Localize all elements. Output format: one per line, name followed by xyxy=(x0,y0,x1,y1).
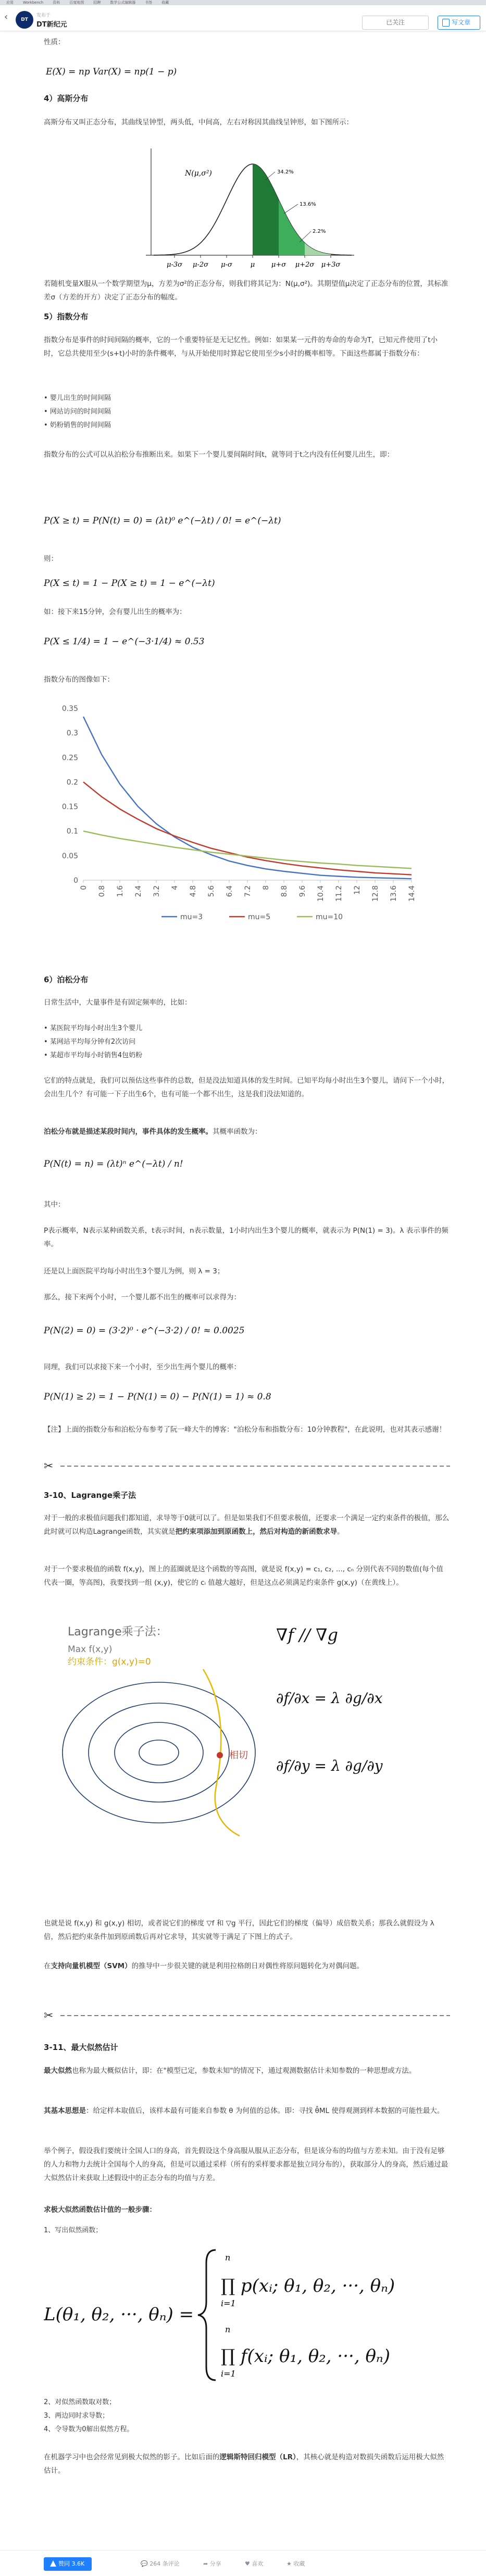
list-item: 1、写出似然函数； xyxy=(44,2227,103,2234)
bookmark-item[interactable]: 收藏 xyxy=(161,1,169,5)
list-item: • 某超市平均每小时销售4包奶粉 xyxy=(44,1052,143,1059)
legend-label: mu=3 xyxy=(180,913,203,921)
formula-poisson: P(N(t) = n) = (λt)ⁿ e^(−λt) / n! xyxy=(44,1159,183,1169)
heading-poisson: 6）泊松分布 xyxy=(44,975,89,984)
percent-label-3: 2.2% xyxy=(313,229,326,234)
gradient-parallel-eq: ∇f // ∇g xyxy=(276,1625,338,1645)
bold-text: 泊松分布就是描述某段时间内，事件具体的发生概率。 xyxy=(44,1128,213,1136)
list-item: 3、两边同时求导数； xyxy=(44,2412,109,2420)
x-tick-label: 4 xyxy=(171,885,179,890)
paragraph: 对于一个要求极值的函数 f(x,y)，图上的蓝圈就是这个函数的等高图，就是说 f(x,y) = c₁, c₂, ..., cₙ 分别代表不同的数值(每个值代表一圈，等高图)，我要找到一组 (x,y)，使它的 cᵢ 值越大越好，但是这点必须满足约束条件 g(x,y)（在黄线上）。 xyxy=(44,1565,443,1587)
partial-y-eq: ∂f/∂y = λ ∂g/∂y xyxy=(276,1757,383,1774)
x-tick-label: 1.6 xyxy=(116,885,124,897)
browser-bookmarks-bar xyxy=(0,0,486,5)
x-tick-label: 3.2 xyxy=(153,885,161,897)
x-tick-label: 4.8 xyxy=(189,885,197,897)
x-tick-label: 0 xyxy=(80,885,88,890)
list-item: • 网站访问的时间间隔 xyxy=(44,408,111,416)
formula-binomial: E(X) = np Var(X) = np(1 − p) xyxy=(46,67,177,77)
agree-button[interactable] xyxy=(44,2557,92,2571)
pencil-icon xyxy=(442,19,450,27)
y-tick-label: 0.05 xyxy=(61,852,78,860)
y-tick-label: 0.2 xyxy=(66,778,78,787)
paragraph: 泊松分布就是描述某段时间内，事件具体的发生概率。其概率函数为： xyxy=(44,1128,262,1136)
paragraph: P表示概率，N表示某种函数关系，t表示时间，n表示数量，1小时内出生3个婴儿的概率，就表示为 P(N(1) = 3)。λ 表示事件的频率。 xyxy=(44,1227,448,1248)
list-item: • 奶粉销售的时间间隔 xyxy=(44,421,111,429)
formula-poisson-2: P(N(2) = 0) = (3·2)⁰ · e^(−3·2) / 0! ≈ 0.0025 xyxy=(44,1325,245,1336)
bookmark-item[interactable]: 百度地图 xyxy=(69,1,84,5)
scissor-divider xyxy=(44,1458,450,1474)
x-tick-label: 7.2 xyxy=(244,885,252,897)
paragraph: 在机器学习中也会经常见到极大似然的影子。比如后面的逻辑斯特回归模型（LR），其核心就是构造对数损失函数后运用极大似然估计。 xyxy=(44,2453,444,2475)
x-tick-label: 6.4 xyxy=(226,885,234,897)
paragraph: 指数分布的图像如下： xyxy=(44,676,114,684)
product-upper-limit: n xyxy=(225,2324,231,2334)
share-label: 分享 xyxy=(209,2560,221,2567)
scissors-icon: ✂ xyxy=(44,1460,54,1473)
formula-exp-2: P(X ≤ t) = 1 − P(X ≥ t) = 1 − e^(−λt) xyxy=(44,578,215,589)
list-item: 4、令导数为0解出似然方程。 xyxy=(44,2425,134,2433)
x-tick-label: 5.6 xyxy=(207,885,216,897)
constraint-label: 约束条件：g(x,y)=0 xyxy=(68,1657,151,1667)
sigma-tick-label: μ+3σ xyxy=(321,261,341,269)
x-tick-label: 10.4 xyxy=(317,885,325,902)
heading-gaussian: 4）高斯分布 xyxy=(44,94,89,103)
x-tick-label: 9.6 xyxy=(298,885,307,897)
heading-lagrange: 3-10、Lagrange乘子法 xyxy=(44,1491,136,1500)
sigma-tick-label: μ-2σ xyxy=(193,261,208,269)
list-item: • 婴儿出生的时间间隔 xyxy=(44,394,111,402)
paragraph: 它们的特点就是，我们可以预估这些事件的总数，但是没法知道具体的发生时间。已知平均每小时出生3个婴儿，请问下一个小时，会出生几个？有可能一下子出生6个，也有可能一个都不出生，这是我们没法知道的。 xyxy=(44,1077,450,1098)
figure-title: Lagrange乘子法： xyxy=(68,1625,168,1639)
paragraph: 性质： xyxy=(44,38,65,46)
band-sigma-1 xyxy=(253,164,279,255)
paragraph: 其中： xyxy=(44,1201,65,1209)
sigma-tick-label: μ xyxy=(250,261,255,269)
author-avatar[interactable]: DT xyxy=(16,11,33,29)
y-tick-label: 0.25 xyxy=(61,754,78,762)
percent-label-1: 34.2% xyxy=(277,169,294,175)
legend-label: mu=5 xyxy=(248,913,271,921)
legend-label: mu=10 xyxy=(316,913,343,921)
distribution-label: N(μ,σ²) xyxy=(185,169,212,178)
bookmark-item[interactable]: 招聘 xyxy=(93,1,101,5)
author-meta: 发布于 xyxy=(36,13,51,18)
like-label: 喜欢 xyxy=(252,2560,264,2567)
y-tick-label: 0.15 xyxy=(61,803,78,811)
product-lower-limit: i=1 xyxy=(221,2298,236,2308)
formula-exp-3: P(X ≤ 1/4) = 1 − e^(−3·1/4) ≈ 0.53 xyxy=(44,636,205,647)
paragraph: 同理，我们可以求接下来一个小时，至少出生两个婴儿的概率： xyxy=(44,1363,241,1371)
x-tick-label: 8 xyxy=(262,885,270,890)
percent-label-2: 13.6% xyxy=(300,202,316,207)
contour-line xyxy=(139,1740,179,1765)
note-paragraph: 【注】上面的指数分布和泊松分布参考了阮一峰大牛的博客："泊松分布和指数分布：10分钟教程"，在此说明，也对其表示感谢！ xyxy=(44,1425,446,1434)
paragraph: 如：接下来15分钟，会有婴儿出生的概率为： xyxy=(44,608,186,616)
paragraph: 最大似然也称为最大概似估计，即：在"模型已定，参数未知"的情况下，通过观测数据估计未知参数的一种思想或方法。 xyxy=(44,2067,416,2075)
objective-label: Max f(x,y) xyxy=(68,1644,113,1655)
paragraph: 若随机变量X服从一个数学期望为μ，方差为σ²的正态分布，则我们将其记为：N(μ,σ²)。其期望值μ决定了正态分布的位置，其标准差σ（方差的开方）决定了正态分布的幅度。 xyxy=(44,280,448,302)
paragraph: 在支持向量机模型（SVM）的推导中一步很关键的就是利用拉格朗日对偶性将原问题转化为对偶问题。 xyxy=(44,1962,364,1970)
likelihood-formula xyxy=(44,2245,450,2385)
paragraph: 指数分布是事件的时间间隔的概率，它的一个重要特征是无记忆性。例如：如果某一元件的寿命的寿命为T，已知元件使用了t小时，它总共使用至少(s+t)小时的条件概率，与从开始使用时算起它使用至少s小时的概率相等。下面这些都属于指数分布： xyxy=(44,336,438,358)
contour-line xyxy=(89,1703,229,1802)
x-tick-label: 12 xyxy=(353,885,362,895)
x-tick-label: 14.4 xyxy=(408,885,416,902)
paragraph: 那么，接下来两个小时，一个婴儿都不出生的概率可以求得为： xyxy=(44,1293,241,1302)
write-article-button[interactable] xyxy=(438,16,480,30)
agree-label: 赞同 3.6K xyxy=(58,2560,85,2567)
y-tick-label: 0 xyxy=(73,877,78,885)
left-brace xyxy=(198,2250,216,2380)
paragraph: 则： xyxy=(44,555,58,563)
list-item: • 某网站平均每分钟有2次访问 xyxy=(44,1038,136,1046)
list-item: 2、对似然函数取对数； xyxy=(44,2398,116,2406)
follow-button[interactable]: 已关注 xyxy=(362,16,429,30)
action-bar xyxy=(0,2550,486,2576)
x-tick-label: 0.8 xyxy=(98,885,106,897)
back-arrow-icon[interactable]: ‹ xyxy=(4,11,8,22)
product-upper-limit: n xyxy=(225,2253,231,2262)
lagrange-multiplier-figure xyxy=(52,1615,448,1839)
paragraph: 对于一般的求极值问题我们都知道，求导等于0就可以了。但是如果我们不但要求极值，还要求一个满足一定约束条件的极值，那么此时就可以构造Lagrange函数，其实就是把约束项添加到原函数上，然后对构造的新函数求导。 xyxy=(44,1514,450,1536)
sigma-tick-label: μ+2σ xyxy=(295,261,315,269)
comments-label: 264 条评论 xyxy=(149,2560,180,2567)
y-tick-label: 0.35 xyxy=(61,705,78,713)
bookmark-item[interactable]: 书签 xyxy=(145,1,153,5)
likelihood-lhs: L(θ₁, θ₂, ···, θₙ) = xyxy=(44,2304,194,2325)
author-name[interactable]: DT新纪元 xyxy=(36,21,67,29)
paragraph: 指数分布的公式可以从泊松分布推断出来。如果下一个婴儿要间隔时间t，就等同于t之内没有任何婴儿出生，即： xyxy=(44,451,394,459)
x-tick-label: 12.8 xyxy=(371,885,380,902)
tangent-point xyxy=(217,1752,223,1758)
formula-exp-1: P(X ≥ t) = P(N(t) = 0) = (λt)⁰ e^(−λt) / 0! = e^(−λt) xyxy=(44,516,281,526)
sigma-tick-label: μ-3σ xyxy=(167,261,182,269)
scissors-icon: ✂ xyxy=(44,2009,54,2022)
gaussian-distribution-figure xyxy=(141,143,359,273)
scissor-divider xyxy=(44,2008,450,2023)
exponential-distribution-chart xyxy=(52,698,417,927)
x-tick-label: 2.4 xyxy=(134,885,143,897)
product-lower-limit: i=1 xyxy=(221,2369,236,2379)
series-line-mu10 xyxy=(83,831,412,869)
paragraph: 也就是说 f(x,y) 和 g(x,y) 相切，或者说它们的梯度 ▽f 和 ▽g 平行，因此它们的梯度（偏导）成倍数关系；那我么就假设为 λ 倍，然后把约束条件加到原函数后再对它求导，其实就等于满足了下图上的式子。 xyxy=(44,1919,434,1941)
heading-exponential: 5）指数分布 xyxy=(44,312,89,321)
article-header xyxy=(0,5,486,31)
sigma-tick-label: μ+σ xyxy=(271,261,286,269)
bookmark-item[interactable]: 数学公式编辑器 xyxy=(110,1,136,5)
likelihood-continuous: ∏ f(xᵢ; θ₁, θ₂, ···, θₙ) xyxy=(221,2346,390,2367)
bookmark-item[interactable]: 资料 xyxy=(53,1,60,5)
list-item: • 某医院平均每小时出生3个婴儿 xyxy=(44,1024,143,1032)
bookmark-item[interactable]: 应用 xyxy=(6,1,14,5)
comments-button[interactable]: 💬 264 条评论 xyxy=(141,2560,180,2567)
upvote-icon xyxy=(50,2560,56,2567)
series-line-mu3 xyxy=(83,717,412,879)
tangent-label: 相切 xyxy=(229,1750,248,1761)
write-article-label: 写文章 xyxy=(452,19,471,26)
paragraph: 其基本思想是：给定样本取值后，该样本最有可能来自参数 θ 为何值的总体。即：寻找 θ̂ML 使得观测到样本数据的可能性最大。 xyxy=(44,2107,444,2115)
paragraph: 求极大似然函数估计值的一般步骤： xyxy=(44,2206,156,2214)
y-tick-label: 0.1 xyxy=(66,827,78,836)
collect-label: 收藏 xyxy=(293,2560,305,2567)
likelihood-discrete: ∏ p(xᵢ; θ₁, θ₂, ···, θₙ) xyxy=(221,2275,395,2296)
x-tick-label: 8.8 xyxy=(280,885,289,897)
bookmark-item[interactable]: Workbench xyxy=(23,1,44,5)
heading-mle: 3-11、最大似然估计 xyxy=(44,2043,118,2052)
contour-line xyxy=(115,1722,203,1783)
x-tick-label: 13.6 xyxy=(390,885,398,902)
paragraph: 高斯分布又叫正态分布，其曲线呈钟型，两头低，中间高，左右对称因其曲线呈钟形，如下图所示： xyxy=(44,118,353,127)
sigma-tick-label: μ-σ xyxy=(221,261,232,269)
collect-button[interactable]: ★ 收藏 xyxy=(286,2560,305,2567)
y-tick-label: 0.3 xyxy=(66,729,78,738)
paragraph: 日常生活中，大量事件是有固定频率的，比如： xyxy=(44,998,192,1007)
series-line-mu5 xyxy=(83,782,412,874)
paragraph: 还是以上面医院平均每小时出生3个婴儿为例，则 λ = 3； xyxy=(44,1267,225,1276)
formula-poisson-3: P(N(1) ≥ 2) = 1 − P(N(1) = 0) − P(N(1) = 1) ≈ 0.8 xyxy=(44,1392,271,1402)
share-button[interactable]: ➦ 分享 xyxy=(203,2560,221,2567)
x-tick-label: 11.2 xyxy=(335,885,343,902)
paragraph: 举个例子，假设我们要统计全国人口的身高，首先假设这个身高服从服从正态分布，但是该分布的均值与方差未知。由于没有足够的人力和物力去统计全国每个人的身高，但是可以通过采样（所有的采样要求都是独立同分布的），获取部分人的身高，然后通过最大似然估计来获取上述假设中的正态分布的均值与方差。 xyxy=(44,2147,448,2182)
partial-x-eq: ∂f/∂x = λ ∂g/∂x xyxy=(276,1690,383,1707)
like-button[interactable]: ♥ 喜欢 xyxy=(245,2560,264,2567)
